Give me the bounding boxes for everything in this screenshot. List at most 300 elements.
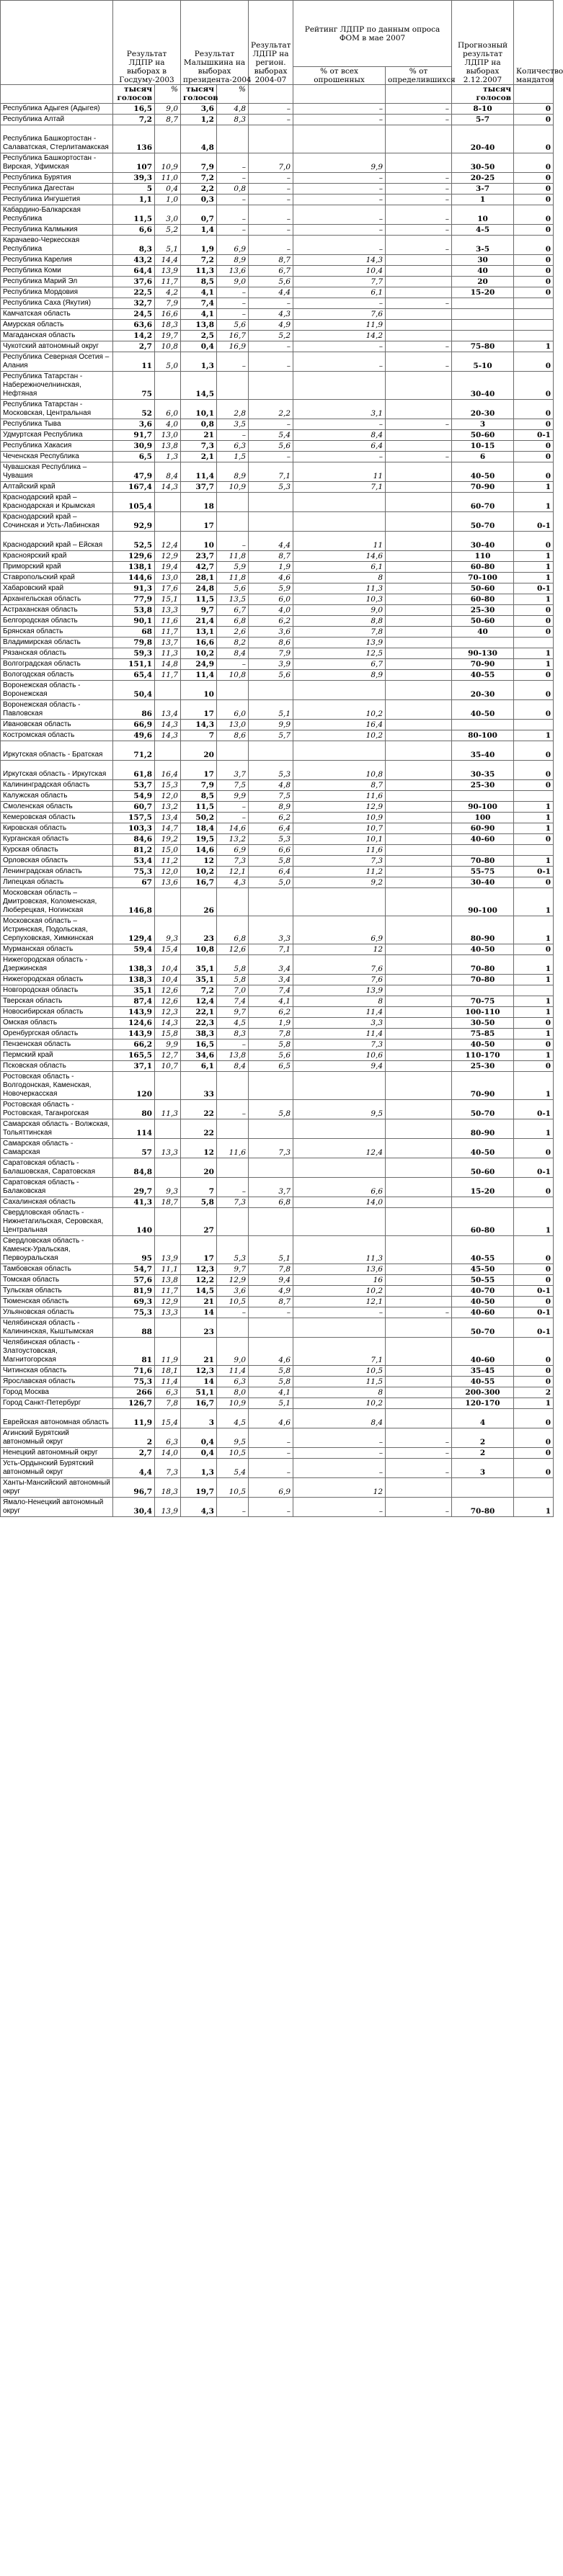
- cell-fom-all: 13,9: [293, 638, 386, 648]
- cell-fom-all: 14,3: [293, 255, 386, 266]
- cell-mandates: 0: [514, 104, 554, 115]
- cell-percent-2003: 18,3: [155, 320, 181, 331]
- cell-votes-2004: 50,2: [181, 813, 217, 823]
- cell-region-name: Томская область: [1, 1275, 113, 1286]
- table-row: [1, 419, 554, 430]
- cell-votes-2004: 6,1: [181, 1061, 217, 1072]
- cell-fom-decided: [386, 761, 452, 780]
- cell-fom-decided: [386, 834, 452, 845]
- cell-votes-2004: 18,4: [181, 823, 217, 834]
- cell-forecast-votes: 40-50: [452, 462, 514, 482]
- table-row: [1, 916, 554, 944]
- table-row: [1, 184, 554, 194]
- cell-votes-2004: 1,3: [181, 1459, 217, 1478]
- cell-votes-2003: 7,2: [113, 115, 155, 125]
- cell-votes-2003: 96,7: [113, 1478, 155, 1498]
- cell-fom-all: 6,1: [293, 562, 386, 573]
- cell-forecast-votes: [452, 1197, 514, 1208]
- cell-percent-regional: 2,2: [249, 400, 293, 419]
- cell-forecast-votes: 60-70: [452, 493, 514, 512]
- cell-percent-2004: 4,5: [217, 1409, 249, 1428]
- cell-percent-regional: 5,3: [249, 761, 293, 780]
- cell-region-name: Ростовская область - Ростовская, Таганрогская: [1, 1100, 113, 1119]
- cell-votes-2003: 14,2: [113, 331, 155, 341]
- cell-fom-all: 13,6: [293, 1264, 386, 1275]
- cell-percent-2004: 8,9: [217, 255, 249, 266]
- cell-percent-2004: –: [217, 205, 249, 225]
- cell-fom-all: 14,6: [293, 551, 386, 562]
- cell-votes-2003: 75,3: [113, 1377, 155, 1387]
- cell-fom-decided: [386, 1139, 452, 1158]
- table-row: [1, 1377, 554, 1387]
- cell-votes-2004: 11,4: [181, 462, 217, 482]
- cell-votes-2003: 3,6: [113, 419, 155, 430]
- cell-forecast-votes: 80-90: [452, 916, 514, 944]
- table-row: [1, 115, 554, 125]
- cell-percent-2004: [217, 512, 249, 532]
- unit-percent-2003: %: [155, 85, 181, 104]
- cell-fom-all: –: [293, 194, 386, 205]
- cell-mandates: 0: [514, 400, 554, 419]
- cell-percent-2003: 13,3: [155, 1139, 181, 1158]
- cell-percent-2003: 18,1: [155, 1366, 181, 1377]
- cell-percent-regional: 4,1: [249, 1387, 293, 1398]
- cell-percent-2003: 14,3: [155, 720, 181, 730]
- cell-percent-2004: 16,9: [217, 341, 249, 352]
- header-presidential-2004: Результат Малышкина на выборах президента-2004: [181, 1, 249, 85]
- cell-forecast-votes: 60-80: [452, 594, 514, 605]
- cell-mandates: 0-1: [514, 430, 554, 441]
- table-row: [1, 1007, 554, 1018]
- cell-votes-2004: 7,9: [181, 153, 217, 173]
- cell-votes-2004: 35,1: [181, 955, 217, 975]
- cell-votes-2004: 7,2: [181, 173, 217, 184]
- cell-fom-all: 11,3: [293, 1236, 386, 1264]
- cell-percent-2003: 4,2: [155, 287, 181, 298]
- cell-percent-regional: –: [249, 225, 293, 236]
- cell-percent-2003: 11,7: [155, 1286, 181, 1297]
- cell-mandates: [514, 320, 554, 331]
- cell-percent-2004: 12,9: [217, 1275, 249, 1286]
- cell-mandates: 1: [514, 996, 554, 1007]
- table-row: [1, 659, 554, 670]
- cell-percent-2004: 8,6: [217, 730, 249, 741]
- cell-percent-2004: [217, 741, 249, 761]
- cell-percent-regional: 7,9: [249, 648, 293, 659]
- cell-fom-all: 7,6: [293, 955, 386, 975]
- cell-region-name: Республика Дагестан: [1, 184, 113, 194]
- cell-forecast-votes: 40-55: [452, 1377, 514, 1387]
- cell-votes-2004: 17: [181, 700, 217, 720]
- table-row: [1, 638, 554, 648]
- cell-fom-decided: [386, 638, 452, 648]
- cell-percent-regional: [249, 493, 293, 512]
- cell-percent-2004: 6,3: [217, 1377, 249, 1387]
- cell-votes-2004: 42,7: [181, 562, 217, 573]
- cell-mandates: 0: [514, 1264, 554, 1275]
- cell-percent-regional: 5,6: [249, 1050, 293, 1061]
- cell-region-name: Республика Башкортостан - Вирская, Уфимская: [1, 153, 113, 173]
- cell-percent-2003: [155, 1158, 181, 1178]
- cell-fom-decided: [386, 802, 452, 813]
- cell-mandates: 0: [514, 761, 554, 780]
- cell-fom-all: 10,5: [293, 1366, 386, 1377]
- cell-fom-decided: [386, 1050, 452, 1061]
- table-row: [1, 562, 554, 573]
- cell-percent-regional: 5,2: [249, 331, 293, 341]
- cell-percent-2004: –: [217, 309, 249, 320]
- cell-percent-2003: 13,9: [155, 1498, 181, 1517]
- cell-region-name: Иркутская область - Иркутская: [1, 761, 113, 780]
- cell-percent-2004: 10,5: [217, 1448, 249, 1459]
- cell-mandates: 0: [514, 944, 554, 955]
- cell-fom-decided: [386, 482, 452, 493]
- cell-percent-2003: 10,9: [155, 153, 181, 173]
- header-fom-all: % от всех опрошенных: [293, 67, 386, 85]
- cell-mandates: 1: [514, 648, 554, 659]
- cell-fom-all: –: [293, 173, 386, 184]
- cell-percent-2003: 11,0: [155, 173, 181, 184]
- cell-percent-2003: 13,3: [155, 1307, 181, 1318]
- table-row: [1, 888, 554, 916]
- cell-percent-2004: 6,9: [217, 236, 249, 255]
- cell-votes-2003: 53,8: [113, 605, 155, 616]
- table-row: [1, 1428, 554, 1448]
- cell-fom-all: 12: [293, 944, 386, 955]
- cell-fom-all: 9,4: [293, 1061, 386, 1072]
- cell-fom-decided: [386, 1100, 452, 1119]
- cell-fom-decided: [386, 1297, 452, 1307]
- table-row: [1, 1072, 554, 1100]
- table-row: [1, 125, 554, 153]
- cell-percent-2004: 13,8: [217, 1050, 249, 1061]
- unit-percent-regional: [249, 85, 293, 104]
- cell-mandates: 0: [514, 532, 554, 551]
- table-body: [1, 104, 554, 1517]
- cell-votes-2004: 10,2: [181, 867, 217, 877]
- cell-percent-2003: 14,3: [155, 482, 181, 493]
- cell-forecast-votes: 100-110: [452, 1007, 514, 1018]
- cell-votes-2003: 91,7: [113, 430, 155, 441]
- cell-votes-2003: 151,1: [113, 659, 155, 670]
- cell-votes-2004: 17: [181, 512, 217, 532]
- cell-percent-regional: [249, 1072, 293, 1100]
- cell-votes-2003: 114: [113, 1119, 155, 1139]
- cell-votes-2004: 12,3: [181, 1264, 217, 1275]
- cell-fom-decided: [386, 562, 452, 573]
- cell-percent-2003: 5,1: [155, 236, 181, 255]
- cell-fom-all: 6,9: [293, 916, 386, 944]
- cell-fom-all: 9,5: [293, 1100, 386, 1119]
- table-row: [1, 462, 554, 482]
- cell-region-name: Республика Тыва: [1, 419, 113, 430]
- cell-fom-decided: [386, 730, 452, 741]
- cell-fom-all: 12,1: [293, 1297, 386, 1307]
- cell-votes-2003: 129,6: [113, 551, 155, 562]
- cell-forecast-votes: [452, 845, 514, 856]
- cell-fom-all: –: [293, 298, 386, 309]
- cell-votes-2004: 0,4: [181, 341, 217, 352]
- cell-percent-regional: –: [249, 341, 293, 352]
- cell-percent-regional: 5,9: [249, 583, 293, 594]
- header-regional-2004-07: Результат ЛДПР на регион. выборах 2004-07: [249, 1, 293, 85]
- cell-fom-all: 7,3: [293, 856, 386, 867]
- cell-percent-regional: 4,3: [249, 309, 293, 320]
- cell-fom-decided: [386, 916, 452, 944]
- cell-forecast-votes: 40-60: [452, 834, 514, 845]
- cell-percent-regional: 5,7: [249, 730, 293, 741]
- cell-forecast-votes: 80-100: [452, 730, 514, 741]
- cell-fom-decided: [386, 551, 452, 562]
- cell-fom-all: 10,1: [293, 834, 386, 845]
- cell-percent-2004: [217, 1208, 249, 1236]
- cell-region-name: Московская область – Истринская, Подольская, Серпуховская, Химкинская: [1, 916, 113, 944]
- cell-region-name: Курская область: [1, 845, 113, 856]
- cell-fom-decided: [386, 659, 452, 670]
- cell-percent-2003: [155, 681, 181, 700]
- cell-votes-2004: 16,7: [181, 1398, 217, 1409]
- cell-forecast-votes: 4-5: [452, 225, 514, 236]
- cell-region-name: Республика Татарстан - Набережночелнинская, Нефтяная: [1, 372, 113, 400]
- cell-votes-2003: 80: [113, 1100, 155, 1119]
- cell-fom-decided: [386, 681, 452, 700]
- cell-fom-decided: [386, 780, 452, 791]
- cell-percent-regional: [249, 741, 293, 761]
- cell-votes-2003: 11,5: [113, 205, 155, 225]
- cell-percent-2003: 12,4: [155, 532, 181, 551]
- cell-percent-regional: 5,8: [249, 1366, 293, 1377]
- cell-percent-2004: –: [217, 225, 249, 236]
- cell-fom-all: 16,4: [293, 720, 386, 730]
- cell-votes-2003: 105,4: [113, 493, 155, 512]
- cell-votes-2003: 2,7: [113, 341, 155, 352]
- cell-percent-regional: –: [249, 173, 293, 184]
- cell-fom-decided: [386, 400, 452, 419]
- cell-forecast-votes: 20-25: [452, 173, 514, 184]
- cell-percent-2004: 8,0: [217, 1387, 249, 1398]
- cell-forecast-votes: 110-170: [452, 1050, 514, 1061]
- cell-region-name: Камчатская область: [1, 309, 113, 320]
- cell-percent-2003: 5,2: [155, 225, 181, 236]
- cell-mandates: [514, 791, 554, 802]
- cell-fom-all: 6,4: [293, 441, 386, 452]
- table-row: [1, 670, 554, 681]
- cell-mandates: 1: [514, 1007, 554, 1018]
- cell-votes-2003: 75,3: [113, 1307, 155, 1318]
- cell-mandates: [514, 985, 554, 996]
- cell-mandates: 0: [514, 1459, 554, 1478]
- header-mandates: Количество мандатов: [514, 1, 554, 85]
- table-row: [1, 1197, 554, 1208]
- cell-percent-2003: 18,7: [155, 1197, 181, 1208]
- cell-fom-all: [293, 681, 386, 700]
- cell-fom-decided: [386, 670, 452, 681]
- cell-forecast-votes: 10: [452, 205, 514, 225]
- cell-votes-2003: 143,9: [113, 1029, 155, 1039]
- cell-forecast-votes: 1: [452, 194, 514, 205]
- cell-forecast-votes: 40-60: [452, 1307, 514, 1318]
- cell-percent-2004: 8,2: [217, 638, 249, 648]
- cell-region-name: Приморский край: [1, 562, 113, 573]
- cell-percent-2003: 12,3: [155, 1007, 181, 1018]
- cell-percent-regional: 8,7: [249, 1297, 293, 1307]
- table-row: [1, 1478, 554, 1498]
- cell-fom-decided: [386, 700, 452, 720]
- cell-percent-2004: 12,1: [217, 867, 249, 877]
- cell-forecast-votes: 8-10: [452, 104, 514, 115]
- cell-percent-regional: 5,4: [249, 430, 293, 441]
- cell-votes-2003: 136: [113, 125, 155, 153]
- cell-votes-2004: 7,2: [181, 255, 217, 266]
- cell-percent-regional: 4,9: [249, 1286, 293, 1297]
- cell-forecast-votes: 70-80: [452, 1498, 514, 1517]
- cell-votes-2003: 37,1: [113, 1061, 155, 1072]
- cell-percent-2003: 19,7: [155, 331, 181, 341]
- cell-percent-2004: –: [217, 532, 249, 551]
- cell-fom-decided: [386, 320, 452, 331]
- table-row: [1, 605, 554, 616]
- cell-mandates: 0: [514, 125, 554, 153]
- cell-fom-all: 10,9: [293, 813, 386, 823]
- cell-votes-2003: 138,3: [113, 975, 155, 985]
- cell-percent-2003: 9,0: [155, 104, 181, 115]
- cell-fom-decided: [386, 1478, 452, 1498]
- cell-forecast-votes: 30-50: [452, 153, 514, 173]
- cell-forecast-votes: 90-130: [452, 648, 514, 659]
- cell-mandates: 0: [514, 1409, 554, 1428]
- cell-mandates: 0: [514, 205, 554, 225]
- cell-votes-2004: 1,9: [181, 236, 217, 255]
- cell-percent-2003: 13,8: [155, 1275, 181, 1286]
- cell-forecast-votes: [452, 791, 514, 802]
- cell-votes-2004: 12,2: [181, 1275, 217, 1286]
- cell-percent-2004: 10,5: [217, 1478, 249, 1498]
- cell-mandates: 0: [514, 1428, 554, 1448]
- cell-region-name: Псковская область: [1, 1061, 113, 1072]
- cell-percent-2003: 13,3: [155, 605, 181, 616]
- cell-percent-2003: 13,8: [155, 441, 181, 452]
- cell-percent-2004: 3,7: [217, 761, 249, 780]
- cell-percent-2004: –: [217, 802, 249, 813]
- cell-region-name: Ямало-Ненецкий автономный округ: [1, 1498, 113, 1517]
- table-row: [1, 761, 554, 780]
- cell-mandates: 0-1: [514, 1158, 554, 1178]
- cell-votes-2004: 7,9: [181, 780, 217, 791]
- cell-mandates: [514, 845, 554, 856]
- cell-fom-all: 8,4: [293, 430, 386, 441]
- cell-percent-regional: –: [249, 1307, 293, 1318]
- cell-forecast-votes: 20-40: [452, 125, 514, 153]
- cell-percent-2003: [155, 1208, 181, 1236]
- cell-forecast-votes: 50-70: [452, 1318, 514, 1338]
- cell-fom-decided: [386, 996, 452, 1007]
- cell-region-name: Чувашская Республика – Чувашия: [1, 462, 113, 482]
- cell-mandates: 1: [514, 1208, 554, 1236]
- cell-forecast-votes: 30-40: [452, 877, 514, 888]
- cell-votes-2003: 54,9: [113, 791, 155, 802]
- cell-region-name: Сахалинская область: [1, 1197, 113, 1208]
- cell-fom-all: [293, 1119, 386, 1139]
- cell-mandates: 1: [514, 1029, 554, 1039]
- cell-percent-2003: 13,7: [155, 638, 181, 648]
- cell-votes-2004: 12: [181, 1139, 217, 1158]
- table-row: [1, 400, 554, 419]
- cell-percent-regional: 8,9: [249, 802, 293, 813]
- cell-forecast-votes: 40-55: [452, 1236, 514, 1264]
- cell-fom-decided: [386, 845, 452, 856]
- cell-votes-2003: 64,4: [113, 266, 155, 277]
- table-row: [1, 236, 554, 255]
- table-row: [1, 834, 554, 845]
- cell-forecast-votes: 70-80: [452, 856, 514, 867]
- cell-votes-2003: 1,1: [113, 194, 155, 205]
- cell-region-name: Калининградская область: [1, 780, 113, 791]
- cell-fom-all: 11: [293, 462, 386, 482]
- cell-forecast-votes: 3: [452, 1459, 514, 1478]
- cell-mandates: 1: [514, 1072, 554, 1100]
- cell-percent-2003: 12,0: [155, 867, 181, 877]
- cell-fom-all: 10,8: [293, 761, 386, 780]
- cell-percent-regional: –: [249, 236, 293, 255]
- cell-region-name: Тульская область: [1, 1286, 113, 1297]
- cell-votes-2003: 81: [113, 1338, 155, 1366]
- cell-percent-2003: 11,1: [155, 1264, 181, 1275]
- cell-percent-2004: [217, 1119, 249, 1139]
- table-row: [1, 1387, 554, 1398]
- cell-percent-2004: 0,8: [217, 184, 249, 194]
- cell-percent-2004: 7,4: [217, 996, 249, 1007]
- cell-mandates: 1: [514, 659, 554, 670]
- cell-fom-decided: [386, 594, 452, 605]
- cell-region-name: Вологодская область: [1, 670, 113, 681]
- cell-percent-regional: 5,6: [249, 441, 293, 452]
- cell-fom-all: –: [293, 419, 386, 430]
- cell-votes-2004: 21: [181, 1338, 217, 1366]
- cell-percent-regional: 5,6: [249, 277, 293, 287]
- cell-percent-regional: 4,6: [249, 1409, 293, 1428]
- cell-votes-2004: 23: [181, 916, 217, 944]
- cell-fom-all: 8,7: [293, 780, 386, 791]
- cell-votes-2003: 8,3: [113, 236, 155, 255]
- table-row: [1, 802, 554, 813]
- unit-votes-forecast: тысяч голосов: [452, 85, 514, 104]
- cell-fom-all: –: [293, 104, 386, 115]
- cell-percent-2003: [155, 888, 181, 916]
- cell-fom-decided: [386, 955, 452, 975]
- cell-region-name: Краснодарский край – Ейская: [1, 532, 113, 551]
- cell-percent-2004: [217, 888, 249, 916]
- cell-votes-2003: 165,5: [113, 1050, 155, 1061]
- cell-percent-2003: 1,0: [155, 194, 181, 205]
- cell-votes-2003: 79,8: [113, 638, 155, 648]
- cell-mandates: 0: [514, 115, 554, 125]
- cell-votes-2003: 61,8: [113, 761, 155, 780]
- table-row: [1, 944, 554, 955]
- cell-forecast-votes: 60-80: [452, 1208, 514, 1236]
- cell-percent-regional: [249, 512, 293, 532]
- cell-fom-all: 10,3: [293, 594, 386, 605]
- cell-fom-all: 13,9: [293, 985, 386, 996]
- cell-fom-all: 10,4: [293, 266, 386, 277]
- cell-fom-decided: [386, 877, 452, 888]
- cell-fom-decided: [386, 266, 452, 277]
- cell-region-name: Карачаево-Черкесская Республика: [1, 236, 113, 255]
- cell-mandates: 0-1: [514, 1318, 554, 1338]
- cell-votes-2004: 19,7: [181, 1478, 217, 1498]
- cell-percent-2003: 11,4: [155, 1377, 181, 1387]
- cell-percent-regional: 8,6: [249, 638, 293, 648]
- cell-forecast-votes: [452, 298, 514, 309]
